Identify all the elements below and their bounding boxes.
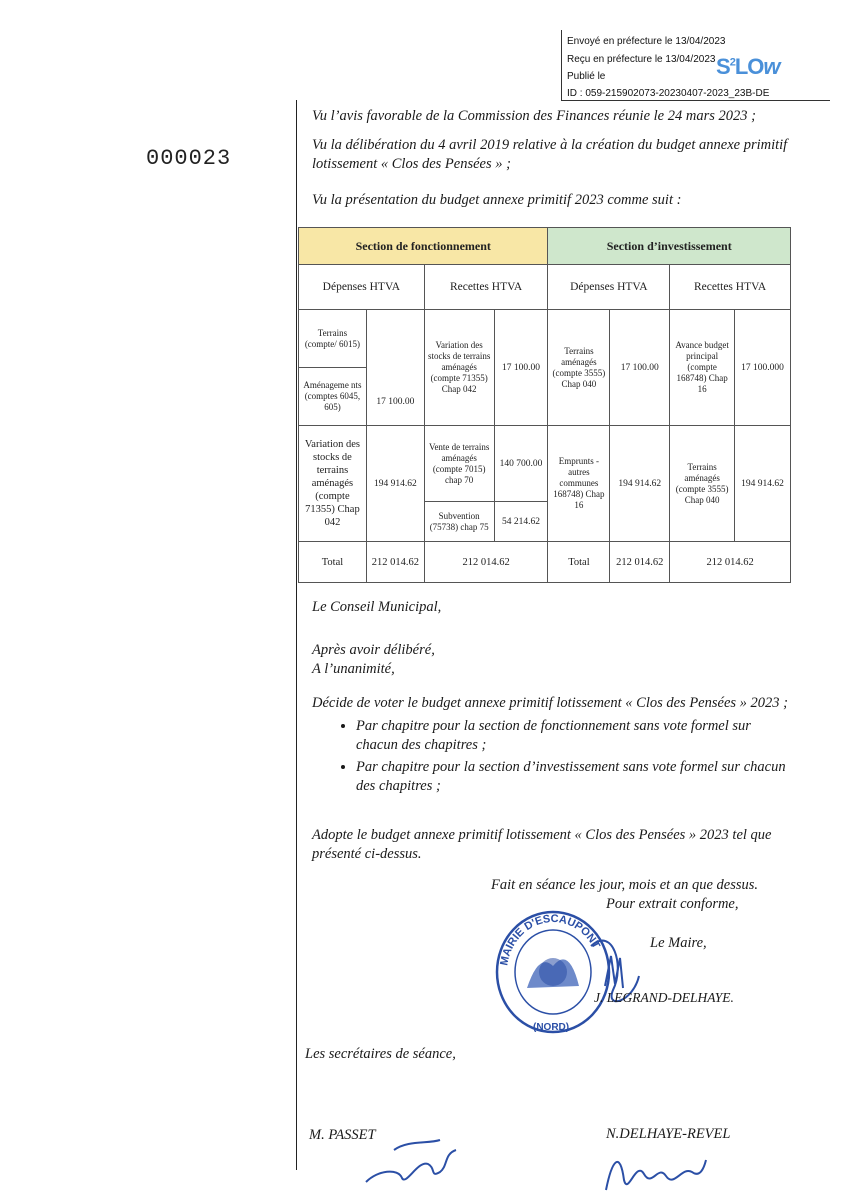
cell-amount: 17 100.00 [494,310,548,426]
stamp-sent: Envoyé en préfecture le 13/04/2023 [567,36,726,47]
total-amount: 212 014.62 [424,542,548,583]
stamp-id: ID : 059-215902073-20230407-2023_23B-DE [567,88,770,99]
prefecture-stamp [561,30,830,101]
le-maire: Le Maire, [650,935,707,951]
cell-amount: 17 100.00 [610,310,670,426]
preamble-deliberation: Vu la délibération du 4 avril 2019 relative à la création du budget annexe primitif lotissement « Clos des Pensées » ; [312,137,788,172]
total-label: Total [299,542,367,583]
col-f-recettes: Recettes HTVA [424,265,548,310]
cell-amount: 54 214.62 [494,502,548,542]
s2low-logo: $S^2LOw$ [716,54,780,79]
cell-label: Variation des stocks de terrains aménagés (compte 71355) Chap 042 [299,426,367,542]
budget-table [298,227,791,583]
cell-amenagements: Aménageme nts (comptes 6045, 605) [299,368,367,426]
cell-label: Subvention (75738) chap 75 [424,502,494,542]
apres-delibere: Après avoir délibéré, [312,642,435,658]
svg-text:MAIRIE D'ESCAUPONT: MAIRIE D'ESCAUPONT [498,912,603,967]
maire-name: J. LEGRAND-DELHAYE. [594,990,734,1005]
cell-label: Vente de terrains aménagés (compte 7015) chap 70 [424,426,494,502]
cell-amount: 140 700.00 [494,426,548,502]
cell-label: Terrains aménagés (compte 3555) Chap 040 [670,426,735,542]
cell-terrains-6015: Terrains (compte/ 6015) [299,310,367,368]
preamble-commission: Vu l’avis favorable de la Commission des Finances réunie le 24 mars 2023 ; [312,108,756,124]
pour-extrait: Pour extrait conforme, [606,896,739,912]
cell-label: Variation des stocks de terrains aménagés (compte 71355) Chap 042 [424,310,494,426]
cell-label: Avance budget principal (compte 168748) Chap 16 [670,310,735,426]
preamble-presentation: Vu la présentation du budget annexe primitif 2023 comme suit : [312,192,682,208]
total-label: Total [548,542,610,583]
decision-bullets [312,717,792,796]
svg-text:(NORD): (NORD) [533,1022,570,1033]
cell-amount: 194 914.62 [366,426,424,542]
list-item: • Par chapitre pour la section de fonctionnement sans vote formel sur chacun des chapitres ; [356,717,792,755]
adoption-paragraph: Adopte le budget annexe primitif lotissement « Clos des Pensées » 2023 tel que présenté ci-dessus. [312,827,772,862]
list-item: • Par chapitre pour la section d’investissement sans vote formel sur chacun des chapitres ; [356,758,792,796]
stamp-received: Reçu en préfecture le 13/04/2023 [567,54,716,65]
total-amount: 212 014.62 [366,542,424,583]
col-i-recettes: Recettes HTVA [670,265,791,310]
document-number: 000023 [146,146,232,171]
total-amount: 212 014.62 [610,542,670,583]
mairie-seal [493,906,643,1038]
stamp-published: Publié le [567,71,606,82]
total-amount: 212 014.62 [670,542,791,583]
col-f-depenses: Dépenses HTVA [299,265,425,310]
col-i-depenses: Dépenses HTVA [548,265,670,310]
secretary-delhaye-revel: N.DELHAYE-REVEL [606,1126,731,1142]
unanimite: A l’unanimité, [312,661,395,677]
secretary-passet: M. PASSET [309,1127,376,1143]
header-investissement: Section d’investissement [548,228,791,265]
decision-paragraph: Décide de voter le budget annexe primitif lotissement « Clos des Pensées » 2023 ; • Par chapitre pour la section de fonctionnement sans vote formel sur chacun des chapitres ; • Par chapitre pour la section d’investissement sans vote formel sur chacun des chapitres ; [312,694,792,799]
conseil-municipal: Le Conseil Municipal, [312,599,442,615]
secretaires-label: Les secrétaires de séance, [305,1046,456,1062]
cell-amount: 194 914.62 [610,426,670,542]
signature-delhaye-revel [600,1140,710,1198]
fait-en-seance: Fait en séance les jour, mois et an que dessus. [491,877,759,893]
cell-amount: 17 100.00 [366,310,424,426]
cell-label: Terrains aménagés (compte 3555) Chap 040 [548,310,610,426]
header-fonctionnement: Section de fonctionnement [299,228,548,265]
cell-label: Emprunts - autres communes 168748) Chap 16 [548,426,610,542]
cell-amount: 194 914.62 [735,426,791,542]
signature-passet [358,1130,468,1192]
margin-rule [296,100,297,1170]
cell-amount: 17 100.000 [735,310,791,426]
